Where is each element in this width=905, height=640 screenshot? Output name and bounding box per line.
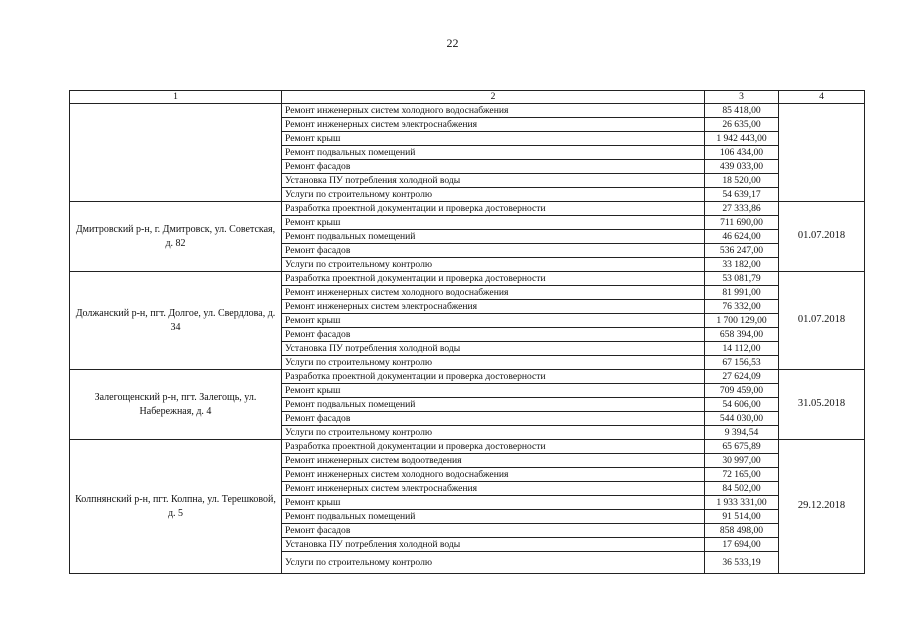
- work-amount: 84 502,00: [705, 482, 779, 496]
- work-type: Разработка проектной документации и проверка достоверности: [282, 440, 705, 454]
- work-type: Ремонт инженерных систем холодного водоснабжения: [282, 468, 705, 482]
- table-row: [70, 202, 865, 216]
- work-type: Ремонт инженерных систем холодного водоснабжения: [282, 104, 705, 118]
- work-amount: 9 394,54: [705, 426, 779, 440]
- work-amount: 46 624,00: [705, 230, 779, 244]
- work-amount: 17 694,00: [705, 538, 779, 552]
- work-type: Ремонт крыш: [282, 496, 705, 510]
- work-amount: 709 459,00: [705, 384, 779, 398]
- page-number: 22: [446, 36, 459, 50]
- work-amount: 658 394,00: [705, 328, 779, 342]
- table-row: [70, 370, 865, 384]
- object-address: Колпнянский р-н, пгт. Колпна, ул. Терешковой, д. 5: [70, 440, 282, 574]
- work-type: Услуги по строительному контролю: [282, 552, 705, 574]
- work-type: Ремонт подвальных помещений: [282, 398, 705, 412]
- work-amount: 81 991,00: [705, 286, 779, 300]
- work-amount: 711 690,00: [705, 216, 779, 230]
- work-amount: 858 498,00: [705, 524, 779, 538]
- work-amount: 27 333,86: [705, 202, 779, 216]
- work-type: Ремонт крыш: [282, 132, 705, 146]
- work-type: Ремонт подвальных помещений: [282, 510, 705, 524]
- work-amount: 1 933 331,00: [705, 496, 779, 510]
- work-amount: 544 030,00: [705, 412, 779, 426]
- work-type: Ремонт фасадов: [282, 524, 705, 538]
- work-amount: 65 675,89: [705, 440, 779, 454]
- work-type: Ремонт инженерных систем электроснабжения: [282, 118, 705, 132]
- header-col-4: 4: [779, 91, 865, 104]
- work-amount: 18 520,00: [705, 174, 779, 188]
- table-row: [70, 272, 865, 286]
- header-row: [70, 91, 865, 104]
- work-type: Установка ПУ потребления холодной воды: [282, 174, 705, 188]
- work-type: Ремонт подвальных помещений: [282, 146, 705, 160]
- work-type: Ремонт подвальных помещений: [282, 230, 705, 244]
- work-type: Установка ПУ потребления холодной воды: [282, 342, 705, 356]
- work-type: Услуги по строительному контролю: [282, 258, 705, 272]
- work-amount: 106 434,00: [705, 146, 779, 160]
- work-amount: 26 635,00: [705, 118, 779, 132]
- work-amount: 72 165,00: [705, 468, 779, 482]
- work-amount: 85 418,00: [705, 104, 779, 118]
- object-address: Должанский р-н, пгт. Долгое, ул. Свердлова, д. 34: [70, 272, 282, 370]
- work-type: Ремонт фасадов: [282, 244, 705, 258]
- completion-date: [779, 104, 865, 202]
- completion-date: 31.05.2018: [779, 370, 865, 440]
- work-amount: 33 182,00: [705, 258, 779, 272]
- work-amount: 1 700 129,00: [705, 314, 779, 328]
- completion-date: 29.12.2018: [779, 440, 865, 574]
- work-type: Ремонт инженерных систем электроснабжения: [282, 482, 705, 496]
- work-amount: 54 639,17: [705, 188, 779, 202]
- works-table: [69, 90, 865, 574]
- work-amount: 27 624,09: [705, 370, 779, 384]
- work-type: Ремонт крыш: [282, 216, 705, 230]
- work-amount: 14 112,00: [705, 342, 779, 356]
- work-type: Установка ПУ потребления холодной воды: [282, 538, 705, 552]
- header-col-3: 3: [705, 91, 779, 104]
- work-amount: 36 533,19: [705, 552, 779, 574]
- work-amount: 67 156,53: [705, 356, 779, 370]
- table-row: [70, 104, 865, 118]
- work-amount: 1 942 443,00: [705, 132, 779, 146]
- work-type: Разработка проектной документации и проверка достоверности: [282, 370, 705, 384]
- work-type: Ремонт фасадов: [282, 412, 705, 426]
- object-address: [70, 104, 282, 202]
- work-type: Ремонт крыш: [282, 384, 705, 398]
- work-type: Услуги по строительному контролю: [282, 188, 705, 202]
- work-amount: 30 997,00: [705, 454, 779, 468]
- work-type: Разработка проектной документации и проверка достоверности: [282, 272, 705, 286]
- header-col-2: 2: [282, 91, 705, 104]
- completion-date: 01.07.2018: [779, 272, 865, 370]
- work-type: Услуги по строительному контролю: [282, 426, 705, 440]
- work-amount: 54 606,00: [705, 398, 779, 412]
- works-table-body: [70, 91, 865, 574]
- completion-date: 01.07.2018: [779, 202, 865, 272]
- work-type: Услуги по строительному контролю: [282, 356, 705, 370]
- work-type: Ремонт инженерных систем водоотведения: [282, 454, 705, 468]
- work-type: Ремонт инженерных систем электроснабжения: [282, 300, 705, 314]
- work-amount: 439 033,00: [705, 160, 779, 174]
- object-address: Залегощенский р-н, пгт. Залегощь, ул. Набережная, д. 4: [70, 370, 282, 440]
- table-row: [70, 440, 865, 454]
- work-type: Ремонт крыш: [282, 314, 705, 328]
- work-type: Ремонт фасадов: [282, 328, 705, 342]
- work-amount: 53 081,79: [705, 272, 779, 286]
- header-col-1: 1: [70, 91, 282, 104]
- work-amount: 76 332,00: [705, 300, 779, 314]
- work-type: Ремонт фасадов: [282, 160, 705, 174]
- work-amount: 91 514,00: [705, 510, 779, 524]
- object-address: Дмитровский р-н, г. Дмитровск, ул. Советская, д. 82: [70, 202, 282, 272]
- work-type: Разработка проектной документации и проверка достоверности: [282, 202, 705, 216]
- work-amount: 536 247,00: [705, 244, 779, 258]
- work-type: Ремонт инженерных систем холодного водоснабжения: [282, 286, 705, 300]
